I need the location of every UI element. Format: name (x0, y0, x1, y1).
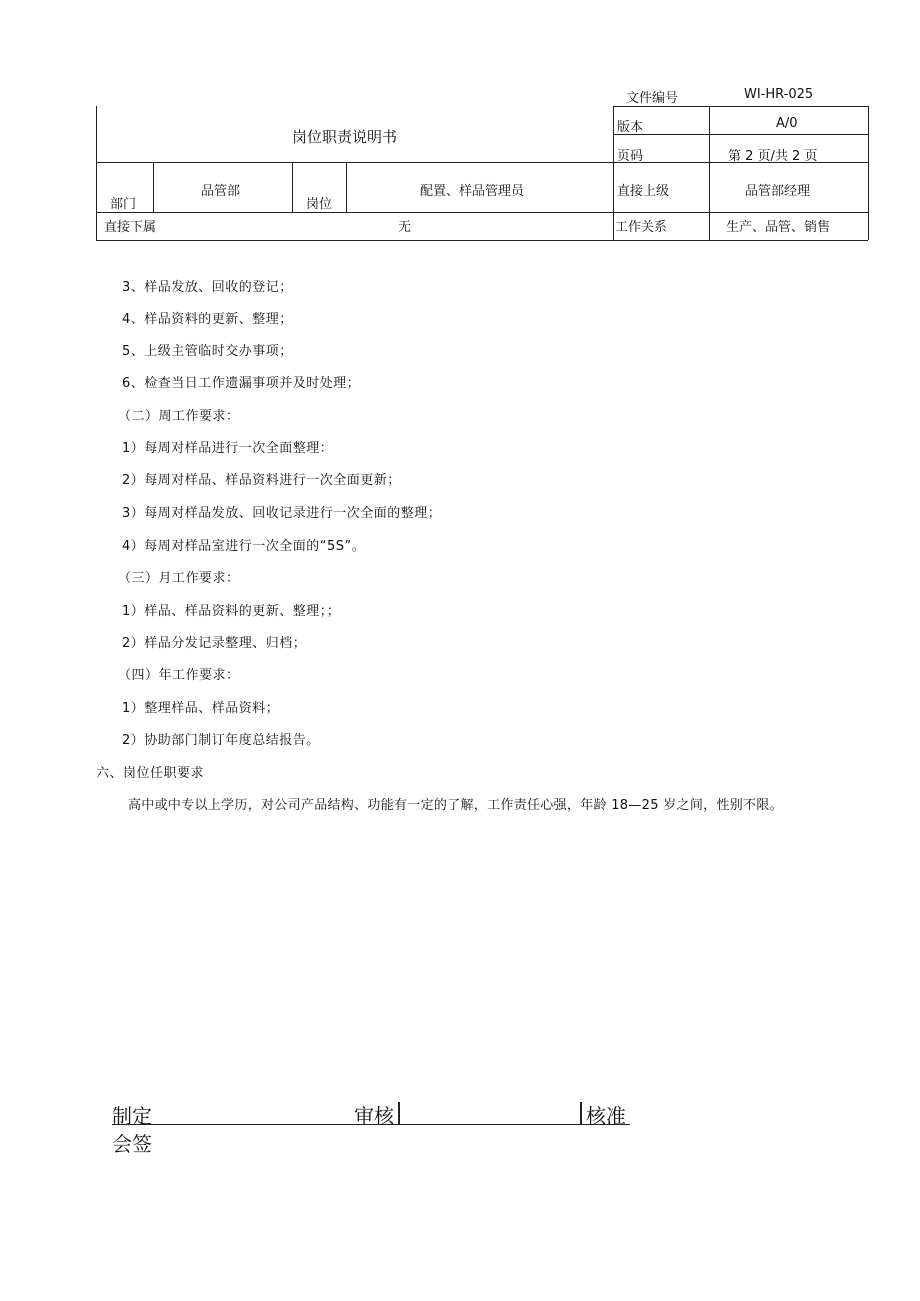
superior-label: 直接上级 (617, 184, 670, 199)
page-title: 岗位职责说明书 (292, 128, 398, 146)
draft-signature-line (112, 1124, 356, 1125)
list-item: 3）每周对样品发放、回收记录进行一次全面的整理； (122, 506, 442, 521)
section-heading: （四）年工作要求： (118, 668, 240, 683)
list-item: 1）每周对样品进行一次全面整理： (122, 441, 334, 456)
list-item: 4）每周对样品室进行一次全面的“5S”。 (122, 539, 366, 554)
subordinate-value: 无 (398, 220, 412, 235)
list-item: 5、上级主管临时交办事项； (122, 344, 293, 359)
post-label: 岗位 (306, 197, 333, 212)
list-item: 2）每周对样品、样品资料进行一次全面更新； (122, 473, 401, 488)
list-item: 2）协助部门制订年度总结报告。 (122, 733, 320, 748)
approve-signature-line (584, 1124, 630, 1125)
list-item: 1）整理样品、样品资料； (122, 701, 280, 716)
file-number-value: WI-HR-025 (744, 87, 814, 102)
countersign-label: 会签 (112, 1132, 152, 1156)
approve-divider (580, 1102, 582, 1124)
version-label: 版本 (617, 120, 644, 135)
version-value: A/0 (776, 116, 798, 131)
list-item: 4、样品资料的更新、整理； (122, 312, 293, 327)
section-heading: （二）周工作要求： (118, 409, 240, 424)
draft-label: 制定 (112, 1104, 152, 1128)
file-number-label: 文件编号 (626, 91, 679, 106)
post-value: 配置、样品管理员 (420, 184, 525, 199)
review-signature-line (354, 1124, 584, 1125)
department-value: 品管部 (201, 184, 241, 199)
relation-label: 工作关系 (615, 220, 668, 235)
page-label: 页码 (617, 149, 644, 164)
approve-label: 核准 (586, 1104, 626, 1128)
section-heading: 六、岗位任职要求 (96, 766, 205, 781)
list-item: 3、样品发放、回收的登记； (122, 280, 293, 295)
list-item: 6、检查当日工作遗漏事项并及时处理； (122, 376, 361, 391)
page-value: 第 2 页/共 2 页 (728, 149, 818, 164)
subordinate-label: 直接下属 (104, 220, 157, 235)
superior-value: 品管部经理 (745, 184, 811, 199)
requirements-paragraph: 高中或中专以上学历，对公司产品结构、功能有一定的了解，工作责任心强，年龄 18—25 岁之间，性别不限。 (128, 798, 783, 813)
relation-value: 生产、品管、销售 (726, 220, 831, 235)
section-heading: （三）月工作要求： (118, 571, 240, 586)
review-divider (398, 1102, 400, 1124)
list-item: 1）样品、样品资料的更新、整理；； (122, 604, 341, 619)
department-label: 部门 (110, 197, 137, 212)
list-item: 2）样品分发记录整理、归档； (122, 636, 307, 651)
review-label: 审核 (354, 1104, 394, 1128)
